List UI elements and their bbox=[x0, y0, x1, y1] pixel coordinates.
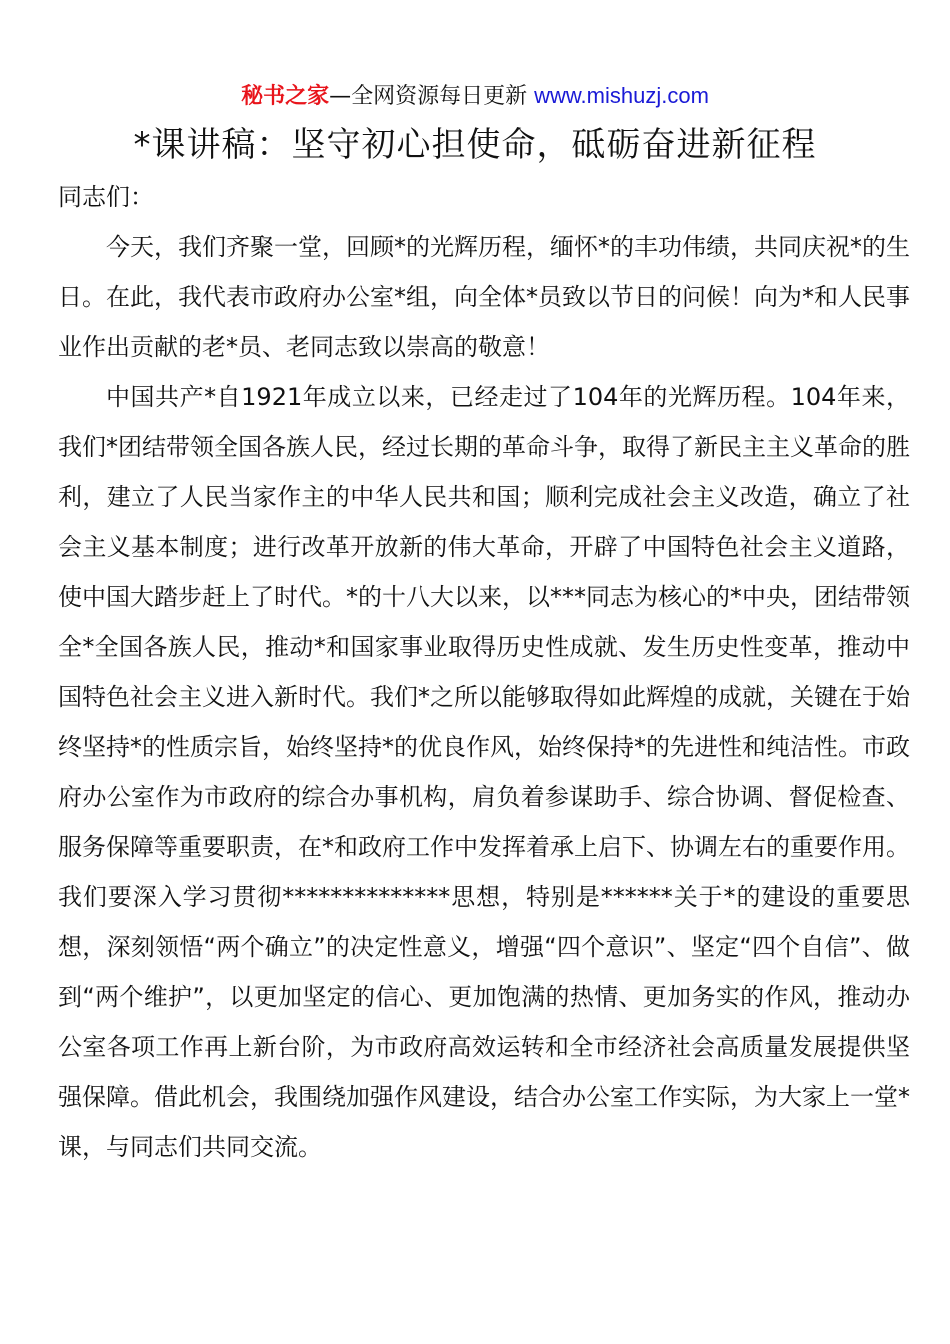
document-title: *课讲稿：坚守初心担使命，砥砺奋进新征程 bbox=[133, 125, 817, 165]
site-header bbox=[0, 80, 950, 113]
site-tagline: —全网资源每日更新 bbox=[329, 84, 535, 109]
body-paragraph-1: 今天，我们齐聚一堂，回顾*的光辉历程，缅怀*的丰功伟绩，共同庆祝*的生日。在此，我代表市政府办公室*组，向全体*员致以节日的问候！向为*和人民事业作出贡献的老*员、老同志致以崇高的敬意！ bbox=[58, 233, 910, 361]
site-brand: 秘书之家 bbox=[241, 84, 330, 109]
body-paragraph-2: 中国共产*自1921年成立以来，已经走过了104年的光辉历程。104年来，我们*团结带领全国各族人民，经过长期的革命斗争，取得了新民主主义革命的胜利，建立了人民当家作主的中华人民共和国；顺利完成社会主义改造，确立了社会主义基本制度；进行改革开放新的伟大革命，开辟了中国特色社会主义道路，使中国大踏步赶上了时代。*的十八大以来，以***同志为核心的*中央，团结带领全*全国各族人民，推动*和国家事业取得历史性成就、发生历史性变革，推动中国特色社会主义进入新时代。我们*之所以能够取得如此辉煌的成就，关键在于始终坚持*的性质宗旨，始终坚持*的优良作风，始终保持*的先进性和纯洁性。市政府办公室作为市政府的综合办事机构，肩负着参谋助手、综合协调、督促检查、服务保障等重要职责，在*和政府工作中发挥着承上启下、协调左右的重要作用。我们要深入学习贯彻**************思想，特别是******关于*的建设的重要思想，深刻领悟“两个确立”的决定性意义，增强“四个意识”、坚定“四个自信”、做到“两个维护”，以更加坚定的信心、更加饱满的热情、更加务实的作风，推动办公室各项工作再上新台阶，为市政府高效运转和全市经济社会高质量发展提供坚强保障。借此机会，我围绕加强作风建设，结合办公室工作实际，为大家上一堂*课，与同志们共同交流。 bbox=[58, 383, 910, 1161]
document-body bbox=[58, 172, 910, 1172]
site-url-link[interactable]: www.mishuzj.com bbox=[534, 83, 709, 108]
greeting-line: 同志们： bbox=[58, 183, 154, 211]
